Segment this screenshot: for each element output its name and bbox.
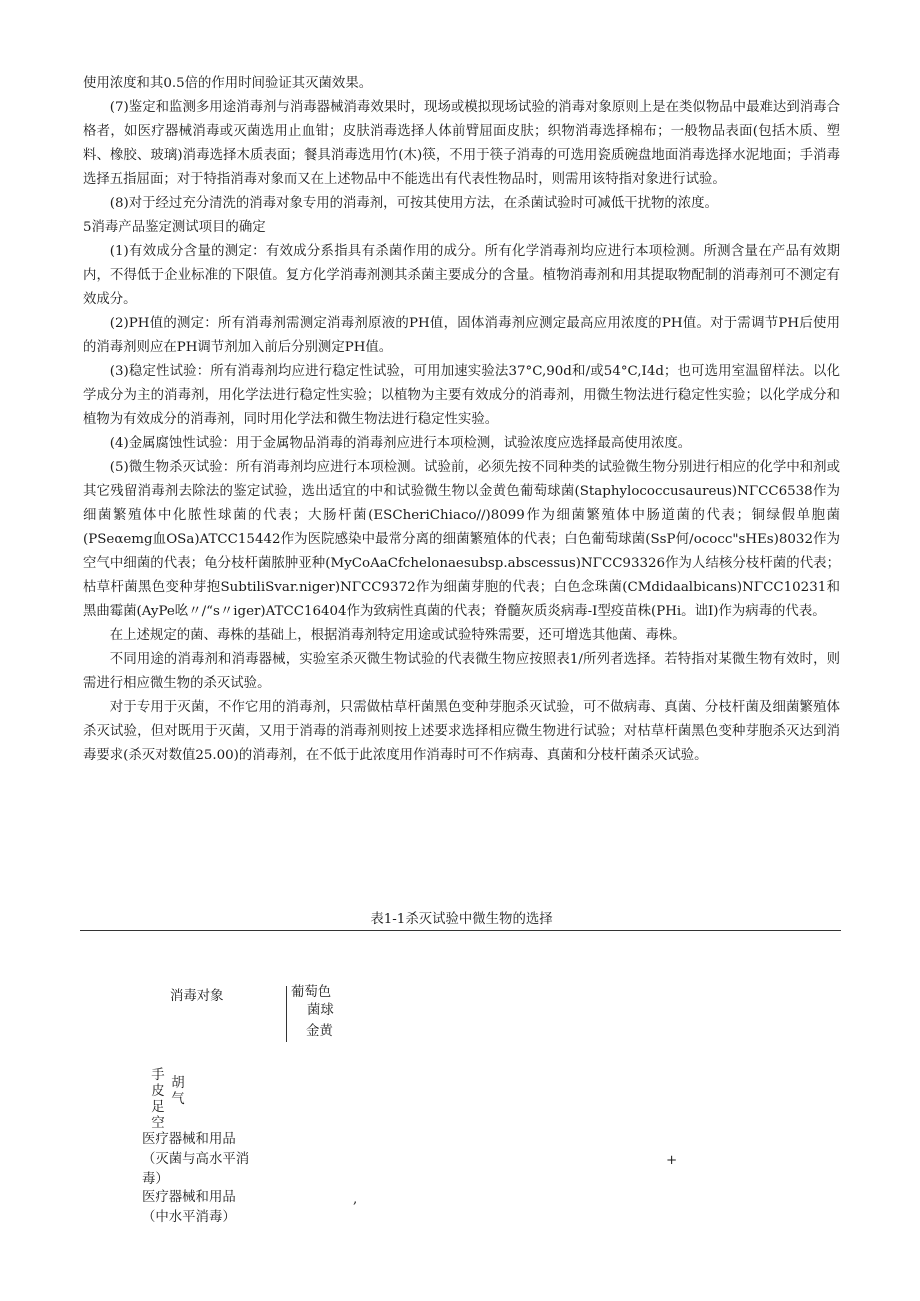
paragraph-5-2: (2)PH值的测定：所有消毒剂需测定消毒剂原液的PH值，固体消毒剂应测定最高应用浓度的PH值。对于需调节PH后使用的消毒剂则应在PH调节剂加入前后分别测定PH值。 bbox=[83, 316, 840, 355]
paragraph-5-4: (4)金属腐蚀性试验：用于金属物品消毒的消毒剂应进行本项检测，试验浓度应选择最高使用浓度。 bbox=[109, 436, 692, 451]
header-disinfection-object: 消毒对象 bbox=[170, 989, 224, 1004]
vertical-object-list-2: 胡气 bbox=[171, 1076, 185, 1107]
row-1-mark: + bbox=[666, 1153, 678, 1168]
microbe-label-line-1: 葡萄色 bbox=[291, 985, 332, 1000]
document-body bbox=[83, 72, 840, 768]
paragraph-5-1: (1)有效成分含量的测定：有效成分系指具有杀菌作用的成分。所有化学消毒剂均应进行本项检测。所测含量在产品有效期内，不得低于企业标准的下限值。复方化学消毒剂测其杀菌主要成分的含量。植物消毒剂和用其提取物配制的消毒剂可不测定有效成分。 bbox=[83, 244, 840, 307]
paragraph-additional-strains: 在上述规定的菌、毒株的基础上，根据消毒剂特定用途或试验特殊需要，还可增选其他菌、毒株。 bbox=[109, 628, 686, 643]
paragraph-sterilization: 对于专用于灭菌，不作它用的消毒剂，只需做枯草杆菌黑色变种芽胞杀灭试验，可不做病毒、真菌、分枝杆菌及细菌繁殖体杀灭试验，但对既用于灭菌，又用于消毒的消毒剂则按上述要求选择相应微生物进行试验；对枯草杆菌黑色变种芽胞杀灭达到消毒要求(杀灭对数值25.00)的消毒剂，在不低于此浓度用作消毒时可不作病毒、真菌和分枝杆菌杀灭试验。 bbox=[83, 700, 840, 763]
row-1-label-line-2: （灭菌与高水平消 bbox=[142, 1152, 250, 1167]
row-2-mark: , bbox=[353, 1192, 358, 1207]
microbe-label-line-3: 金黄 bbox=[306, 1024, 333, 1039]
paragraph-table-reference: 不同用途的消毒剂和消毒器械，实验室杀灭微生物试验的代表微生物应按照表1/所列者选择。若特指对某微生物有效时，则需进行相应微生物的杀灭试验。 bbox=[83, 652, 840, 691]
paragraph-8: (8)对于经过充分清洗的消毒对象专用的消毒剂，可按其使用方法，在杀菌试验时可减低干扰物的浓度。 bbox=[109, 196, 718, 211]
column-divider bbox=[286, 986, 287, 1042]
paragraph-5-3: (3)稳定性试验：所有消毒剂均应进行稳定性试验，可用加速实验法37°C,90d和/或54°C,I4d；也可选用室温留样法。以化学成分为主的消毒剂，用化学法进行稳定性实验；以植物为主要有效成分的消毒剂，用微生物法进行稳定性实验；以化学成分和植物为有效成分的消毒剂，同时用化学法和微生物法进行稳定性实验。 bbox=[83, 364, 840, 427]
row-1-label-line-1: 医疗器械和用品 bbox=[142, 1132, 236, 1147]
paragraph-7: (7)鉴定和监测多用途消毒剂与消毒器械消毒效果时，现场或模拟现场试验的消毒对象原则上是在类似物品中最难达到消毒合格者，如医疗器械消毒或灭菌选用止血钳；皮肤消毒选择人体前臂屈面皮肤；织物消毒选择棉布；一般物品表面(包括木质、塑料、橡胶、玻璃)消毒选择木质表面；餐具消毒选用竹(木)筷，不用于筷子消毒的可选用瓷质碗盘地面消毒选择水泥地面；手消毒选择五指屈面；对于特指消毒对象而又在上述物品中不能选出有代表性物品时，则需用该特指对象进行试验。 bbox=[83, 100, 840, 187]
vertical-object-list: 手皮足空 bbox=[151, 1068, 165, 1131]
row-2-label-line-2: （中水平消毒） bbox=[142, 1210, 236, 1225]
table-caption: 表1-1杀灭试验中微生物的选择 bbox=[370, 912, 553, 927]
table-top-rule bbox=[80, 930, 841, 931]
section-heading-5: 5消毒产品鉴定测试项目的确定 bbox=[83, 220, 266, 235]
paragraph-5-5: (5)微生物杀灭试验：所有消毒剂均应进行本项检测。试验前，必须先按不同种类的试验微生物分别进行相应的化学中和剂或其它残留消毒剂去除法的鉴定试验，选出适宜的中和试验微生物以金黄色葡萄球菌(Staphylococcusaureus)NΓCC6538作为细菌繁殖体中化脓性球菌的代表；大肠杆菌(ESCheriChiaco//)8099作为细菌繁殖体中肠道菌的代表；铜绿假单胞菌(PSeαemg血OSa)ATCC15442作为医院感染中最常分离的细菌繁殖体的代表；白色葡萄球菌(SsP何/ococc"sHEs)8032作为空气中细菌的代表；龟分枝杆菌脓肿亚种(MyCoAaCfchelonaesubsp.abscessus)NΓCC93326作为人结核分枝杆菌的代表；枯草杆菌黑色变种芽抱SubtiliSvar.niger)NΓCC9372作为细菌芽胞的代表；白色念珠菌(CMdidaalbicans)NΓCC10231和黑曲霉菌(AyPe吆〃/“s〃iger)ATCC16404作为致病性真菌的代表；脊髓灰质炎病毒-I型疫苗株(PHi。诎I)作为病毒的代表。 bbox=[83, 460, 840, 619]
microbe-label-line-2: 菌球 bbox=[307, 1003, 334, 1018]
row-1-label-line-3: 毒） bbox=[142, 1172, 169, 1187]
paragraph-continuation: 使用浓度和其0.5倍的作用时间验证其灭菌效果。 bbox=[83, 76, 373, 91]
row-2-label-line-1: 医疗器械和用品 bbox=[142, 1190, 236, 1205]
